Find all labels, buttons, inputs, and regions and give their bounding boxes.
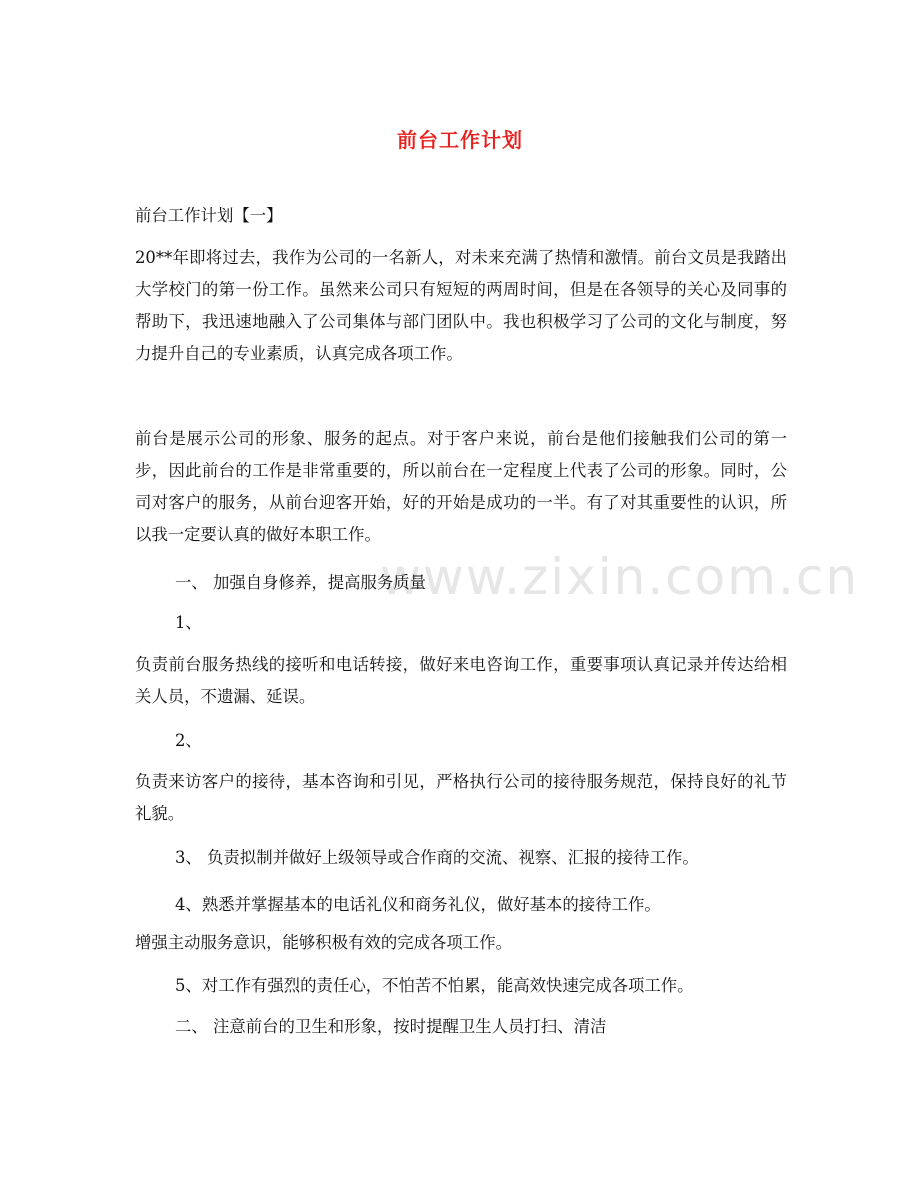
- list-item-text: 5、对工作有强烈的责任心，不怕苦不怕累，能高效快速完成各项工作。: [175, 976, 694, 995]
- document-title: 前台工作计划: [397, 128, 523, 152]
- heading-item-2: 二、 注意前台的卫生和形象，按时提醒卫生人员打扫、清洁: [175, 1017, 607, 1036]
- list-number: 1、: [175, 613, 202, 632]
- list-item-text: 负责来访客户的接待，基本咨询和引见，严格执行公司的接待服务规范，保持良好的礼节礼貌。: [135, 772, 787, 823]
- list-item-text: 负责前台服务热线的接听和电话转接，做好来电咨询工作，重要事项认真记录并传达给相关人员，不遗漏、延误。: [135, 655, 787, 706]
- list-number: 2、: [175, 731, 202, 750]
- heading-item-1: 一、 加强自身修养，提高服务质量: [175, 573, 427, 592]
- paragraph-intro: 20**年即将过去，我作为公司的一名新人，对未来充满了热情和激情。前台文员是我踏出大学校门的第一份工作。虽然来公司只有短短的两周时间，但是在各领导的关心及同事的帮助下，我迅速地融入了公司集体与部门团队中。我也积极学习了公司的文化与制度，努力提升自己的专业素质，认真完成各项工作。: [135, 248, 787, 363]
- list-item-text: 3、 负责拟制并做好上级领导或合作商的交流、视察、汇报的接待工作。: [175, 848, 699, 867]
- section-heading: 前台工作计划【一】: [135, 206, 283, 225]
- list-item-text: 4、熟悉并掌握基本的电话礼仪和商务礼仪，做好基本的接待工作。: [175, 895, 661, 914]
- paragraph-text: 增强主动服务意识，能够积极有效的完成各项工作。: [135, 933, 512, 952]
- watermark: www.zixin.com.cn: [380, 548, 860, 606]
- paragraph-role: 前台是展示公司的形象、服务的起点。对于客户来说，前台是他们接触我们公司的第一步，因此前台的工作是非常重要的，所以前台在一定程度上代表了公司的形象。同时，公司对客户的服务，从前台迎客开始，好的开始是成功的一半。有了对其重要性的认识，所以我一定要认真的做好本职工作。: [135, 429, 787, 544]
